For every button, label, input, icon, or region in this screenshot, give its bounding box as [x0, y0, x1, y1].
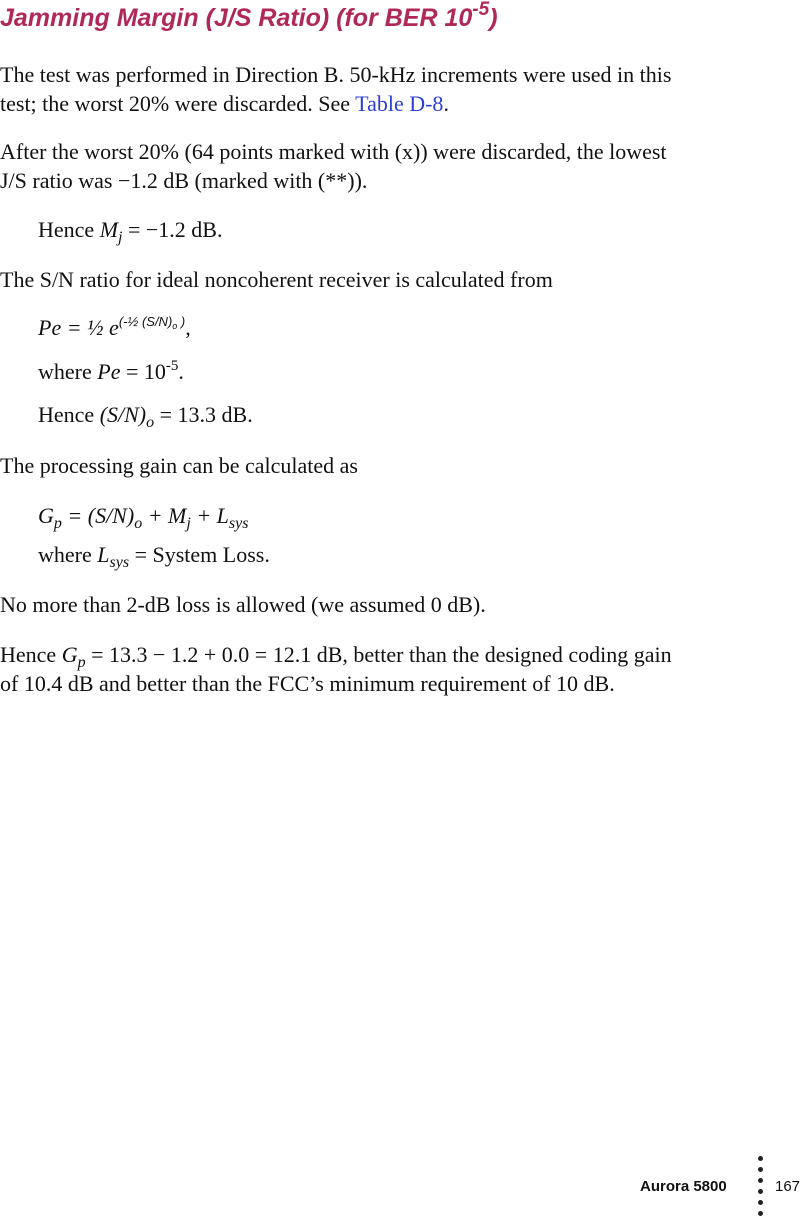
paragraph-line: [0, 640, 672, 669]
paragraph-loss-allowed: No more than 2-dB loss is allowed (we assumed 0 dB).: [0, 592, 486, 617]
footer-dot-rule: [758, 1156, 764, 1226]
math-subscript: j: [118, 229, 123, 246]
text-run: = System Loss.: [129, 542, 270, 567]
math-subscript: sys: [109, 554, 130, 571]
equation-pe-value: [38, 357, 184, 386]
dot: [758, 1211, 763, 1216]
heading-exponent: -5: [472, 0, 490, 20]
math-variable: G: [61, 642, 78, 667]
text-run: .: [178, 359, 184, 384]
paragraph-line: The test was performed in Direction B. 50-kHz increments were used in this: [0, 62, 672, 87]
text-run: = 10: [120, 359, 166, 384]
math-subscript: p: [77, 654, 86, 671]
dot: [758, 1189, 763, 1194]
math-variable: M: [99, 217, 119, 242]
equation-jamming-margin: [38, 215, 222, 244]
dot: [758, 1156, 763, 1161]
exponent-text: (-½ (S/N): [118, 314, 173, 329]
math-expression: + L: [190, 503, 229, 528]
text-run: = −1.2 dB.: [122, 217, 223, 242]
section-heading: [0, 2, 498, 34]
paragraph-processing-gain-result: [0, 640, 672, 698]
text-run: where: [38, 359, 98, 384]
text-run: = 13.3 dB.: [154, 402, 253, 427]
math-subscript: o: [134, 515, 143, 532]
paragraph-processing-gain-intro: The processing gain can be calculated as: [0, 453, 358, 478]
equation-system-loss: [38, 540, 270, 569]
text-run: .: [443, 91, 449, 116]
math-exponent: [119, 314, 185, 329]
heading-text: Jamming Margin (J/S Ratio) (for BER 10: [0, 4, 473, 32]
text-run: test; the worst 20% were discarded. See: [0, 91, 356, 116]
math-variable: Pe: [97, 359, 121, 384]
paragraph-sn-ratio-intro: The S/N ratio for ideal noncoherent receiver is calculated from: [0, 267, 553, 292]
text-run: Hence: [38, 217, 100, 242]
equation-pe: [38, 313, 191, 342]
table-d8-link[interactable]: Table D-8: [355, 91, 444, 116]
math-variable: (S/N): [99, 402, 147, 427]
exponent-close: ): [177, 314, 186, 329]
dot: [758, 1167, 763, 1172]
footer-product-name: Aurora 5800: [640, 1178, 727, 1195]
math-variable: G: [38, 503, 54, 528]
math-subscript: j: [186, 515, 191, 532]
dot: [758, 1178, 763, 1183]
text-run: ,: [185, 315, 191, 340]
math-variable: L: [97, 542, 110, 567]
math-subscript: sys: [228, 515, 249, 532]
text-run: Hence: [38, 402, 100, 427]
paragraph-line: After the worst 20% (64 points marked with (x)) were discarded, the lowest: [0, 139, 667, 164]
text-run: where: [38, 542, 98, 567]
paragraph-line: [0, 89, 671, 118]
paragraph-line: of 10.4 dB and better than the FCC’s minimum requirement of 10 dB.: [0, 671, 615, 696]
paragraph-test-description: [0, 60, 671, 118]
heading-close: ): [489, 4, 498, 32]
math-exponent: -5: [165, 358, 179, 374]
equation-processing-gain: [38, 501, 248, 530]
text-run: Hence: [0, 642, 62, 667]
page-number: 167: [775, 1178, 800, 1195]
math-subscript: o: [146, 414, 155, 431]
math-expression: = (S/N): [61, 503, 135, 528]
paragraph-discarded-points: [0, 137, 667, 195]
math-subscript: p: [53, 515, 62, 532]
exponent-subscript: o: [172, 321, 178, 331]
math-expression: + M: [142, 503, 187, 528]
paragraph-line: J/S ratio was −1.2 dB (marked with (**)).: [0, 168, 368, 193]
equation-sn-result: [38, 400, 253, 429]
math-expression: Pe = ½ e: [38, 315, 119, 340]
dot: [758, 1200, 763, 1205]
text-run: = 13.3 − 1.2 + 0.0 = 12.1 dB, better than the designed coding gain: [85, 642, 672, 667]
